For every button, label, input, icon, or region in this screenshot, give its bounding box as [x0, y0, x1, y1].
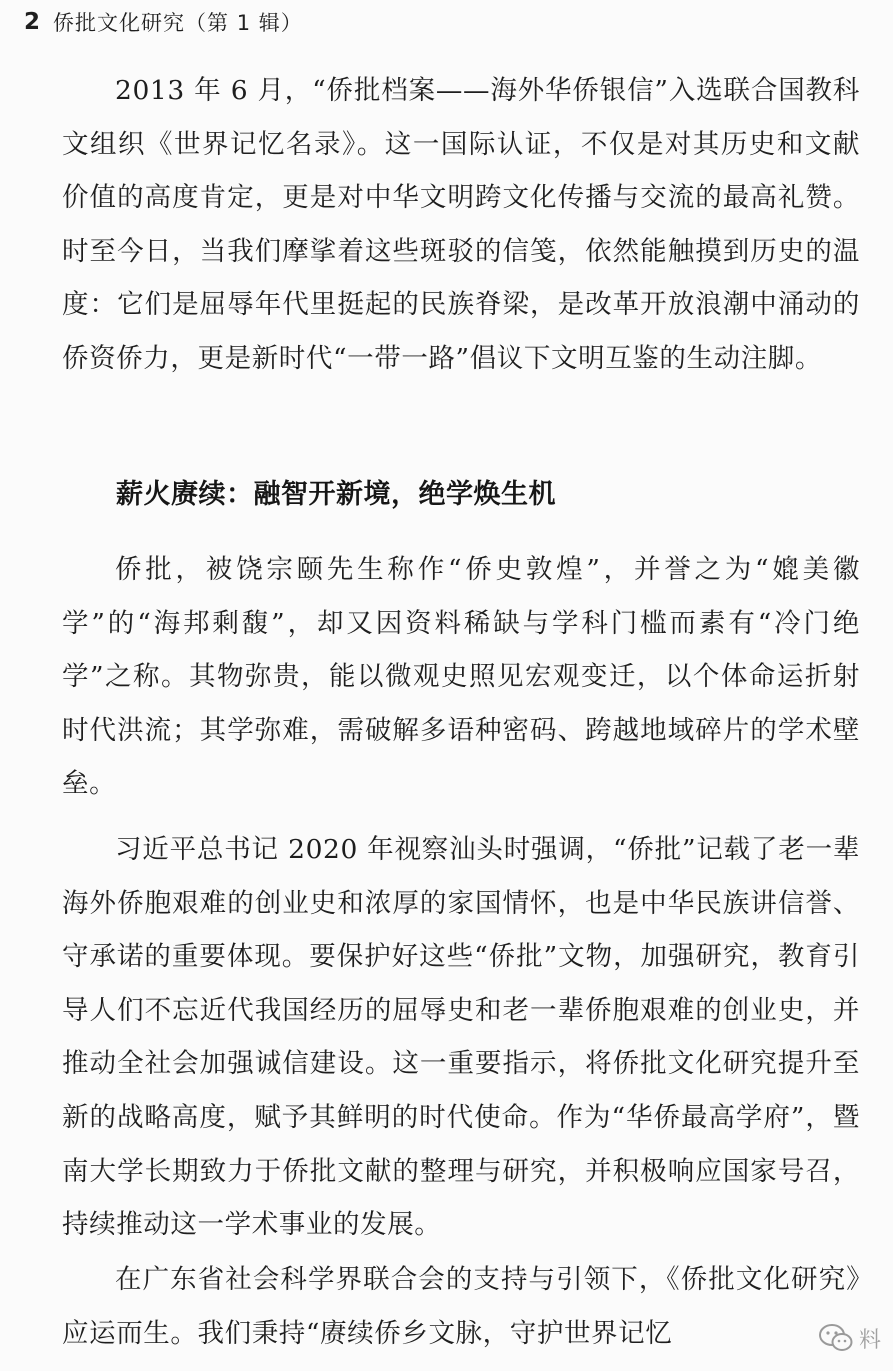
- paragraph: 习近平总书记 2020 年视察汕头时强调，“侨批”记载了老一辈海外侨胞艰难的创业史和浓厚的家国情怀，也是中华民族讲信誉、守承诺的重要体现。要保护好这些“侨批”文物，加强研究，教育引导人们不忘近代我国经历的屈辱史和老一辈侨胞艰难的创业史，并推动全社会加强诚信建设。这一重要指示，将侨批文化研究提升至新的战略高度，赋予其鲜明的时代使命。作为“华侨最高学府”，暨南大学长期致力于侨批文献的整理与研究，并积极响应国家号召，持续推动这一学术事业的发展。: [62, 834, 860, 1241]
- paragraph: 在广东省社会科学界联合会的支持与引领下，《侨批文化研究》应运而生。我们秉持“赓续侨乡文脉，守护世界记忆: [62, 1264, 860, 1349]
- paragraph-3-block: [62, 823, 860, 1252]
- paragraph-4-block: [62, 1253, 860, 1360]
- page-header: [24, 6, 303, 38]
- paragraph-2-block: [62, 543, 860, 811]
- watermark: [813, 1319, 885, 1357]
- page-number: 2: [24, 9, 42, 35]
- wechat-icon: [819, 1323, 853, 1353]
- running-title: 侨批文化研究（第 1 辑）: [53, 11, 303, 35]
- section-heading: 薪火赓续：融智开新境，绝学焕生机: [116, 479, 556, 510]
- watermark-text: 料: [858, 1327, 881, 1353]
- paragraph: 2013 年 6 月，“侨批档案——海外华侨银信”入选联合国教科文组织《世界记忆名录》。这一国际认证，不仅是对其历史和文献价值的高度肯定，更是对中华文明跨文化传播与交流的最高礼赞。时至今日，当我们摩挲着这些斑驳的信笺，依然能触摸到历史的温度：它们是屈辱年代里挺起的民族脊梁，是改革开放浪潮中涌动的侨资侨力，更是新时代“一带一路”倡议下文明互鉴的生动注脚。: [62, 75, 860, 374]
- paragraph: 侨批，被饶宗颐先生称作“侨史敦煌”，并誉之为“媲美徽学”的“海邦剩馥”，却又因资料稀缺与学科门槛而素有“冷门绝学”之称。其物弥贵，能以微观史照见宏观变迁，以个体命运折射时代洪流；其学弥难，需破解多语种密码、跨越地域碎片的学术壁垒。: [62, 554, 860, 800]
- paragraph-1-block: [62, 64, 860, 386]
